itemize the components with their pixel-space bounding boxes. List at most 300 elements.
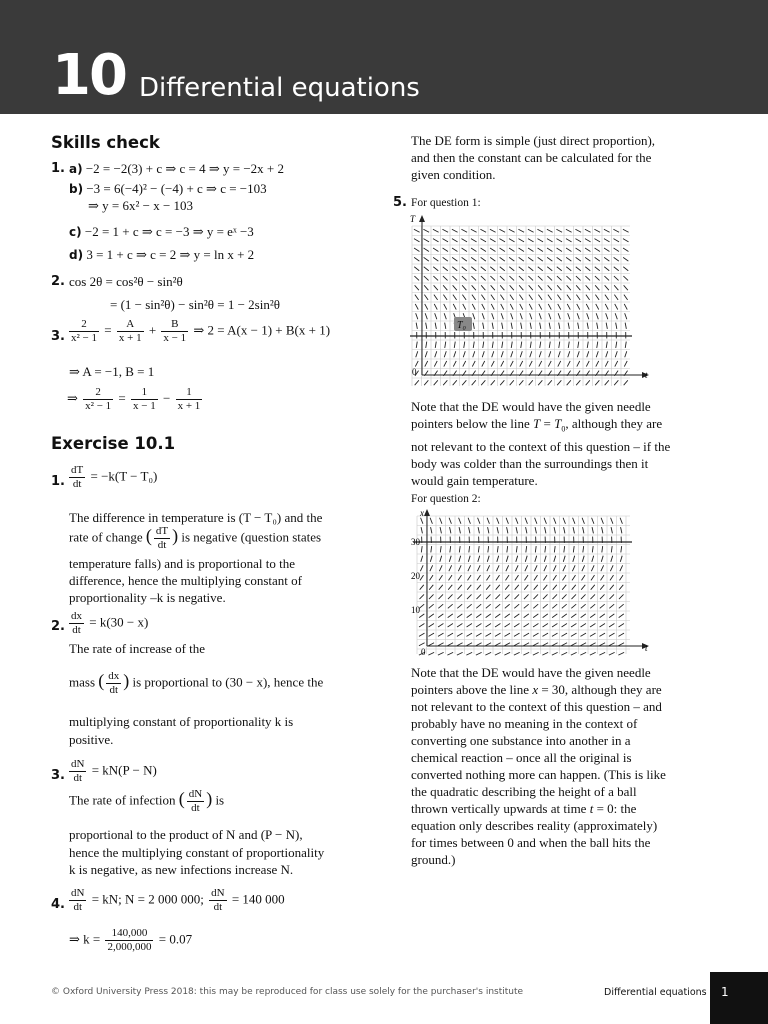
needle xyxy=(585,257,590,261)
text-line: body was colder than the surroundings then it xyxy=(411,455,649,471)
needle xyxy=(592,527,593,533)
needle xyxy=(429,623,434,627)
needle xyxy=(480,229,486,232)
needle xyxy=(543,594,548,599)
needle xyxy=(509,267,514,271)
needle xyxy=(566,276,571,280)
needle xyxy=(552,652,558,655)
needle xyxy=(471,276,476,280)
needle xyxy=(506,556,508,562)
needle xyxy=(625,342,626,348)
q-number: 3. xyxy=(51,768,65,783)
needle xyxy=(606,323,607,329)
needle xyxy=(415,361,418,367)
needle xyxy=(521,342,522,348)
needle xyxy=(533,614,538,618)
needle xyxy=(526,527,527,533)
needle xyxy=(590,604,595,608)
needle xyxy=(496,565,499,571)
needle xyxy=(591,585,595,590)
needle xyxy=(554,518,556,524)
needle xyxy=(524,585,528,590)
needle xyxy=(457,614,462,618)
needle xyxy=(490,276,495,280)
needle xyxy=(448,604,453,608)
needle xyxy=(618,643,624,646)
needle xyxy=(543,604,548,608)
needle xyxy=(561,633,567,636)
needle xyxy=(542,643,548,646)
needle xyxy=(416,313,418,319)
text-line: k is negative, as new infections increase N. xyxy=(69,862,294,877)
needle xyxy=(504,633,510,636)
page-number: 1 xyxy=(721,985,729,999)
chapter-title: Differential equations xyxy=(139,73,420,103)
needle xyxy=(606,342,607,348)
needle xyxy=(562,594,567,599)
needle xyxy=(457,623,462,627)
needle xyxy=(486,575,490,580)
needle xyxy=(510,285,514,290)
q-number: 2. xyxy=(51,619,65,634)
needle xyxy=(538,285,542,290)
needle xyxy=(590,594,595,599)
needle xyxy=(609,594,614,599)
fraction: $\frac{B}{x - 1}$ xyxy=(163,318,187,344)
needle xyxy=(439,575,443,580)
needle xyxy=(472,361,475,367)
needle xyxy=(453,304,456,310)
needle xyxy=(478,527,479,533)
needle xyxy=(477,565,480,571)
needle xyxy=(575,229,581,232)
needle xyxy=(467,604,472,608)
needle xyxy=(520,351,522,357)
needle xyxy=(473,313,475,319)
needle xyxy=(614,276,619,280)
grid xyxy=(417,516,630,654)
answer-line: $\frac{dT}{dt}$ = −k(T − T₀) xyxy=(71,464,158,490)
needle xyxy=(483,323,484,329)
needle xyxy=(554,527,555,533)
needle xyxy=(559,323,560,329)
needle xyxy=(556,239,562,242)
needle xyxy=(623,267,628,271)
needle xyxy=(575,239,581,242)
needle xyxy=(500,257,505,261)
needle xyxy=(416,342,417,348)
needle xyxy=(450,527,451,533)
needle xyxy=(428,633,434,636)
needle xyxy=(481,295,485,300)
needle xyxy=(571,623,576,627)
needle xyxy=(571,604,576,608)
needle xyxy=(424,267,429,271)
text-line: equation only describes reality (approximately) xyxy=(411,818,658,833)
needle xyxy=(538,380,542,385)
needle xyxy=(595,257,600,261)
needle xyxy=(576,248,581,251)
needle xyxy=(485,643,491,646)
needle xyxy=(526,546,527,552)
needle xyxy=(476,652,482,655)
needle xyxy=(611,556,613,562)
needle xyxy=(567,380,571,385)
needle xyxy=(549,351,551,357)
needle xyxy=(482,304,485,310)
needle xyxy=(466,643,472,646)
needle xyxy=(559,342,560,348)
needle xyxy=(430,565,433,571)
answer-line: $\frac{dx}{dt}$ = k(30 − x) xyxy=(71,610,149,636)
needle xyxy=(554,556,556,562)
needle xyxy=(439,585,443,590)
needle xyxy=(590,614,595,618)
x-axis-label: t xyxy=(645,370,648,380)
needle xyxy=(467,594,472,599)
needle xyxy=(468,518,470,524)
needle xyxy=(509,276,514,280)
needle xyxy=(462,380,466,385)
fraction: $\frac{A}{x + 1}$ xyxy=(118,318,142,344)
needle xyxy=(538,276,543,280)
needle xyxy=(597,323,598,329)
needle xyxy=(480,239,486,242)
needle xyxy=(601,565,604,571)
needle xyxy=(497,527,498,533)
needle xyxy=(453,380,457,385)
fraction: $\frac{dx}{dt}$ xyxy=(108,670,120,696)
needle xyxy=(519,248,524,251)
needle xyxy=(591,565,594,571)
needle xyxy=(443,295,447,300)
needle xyxy=(585,239,591,242)
needle xyxy=(586,285,590,290)
needle xyxy=(482,361,485,367)
needle xyxy=(477,575,481,580)
needle xyxy=(577,313,579,319)
needle xyxy=(435,323,436,329)
needle xyxy=(466,652,472,655)
needle xyxy=(481,285,485,290)
needle xyxy=(528,257,533,261)
fraction: $\frac{dT}{dt}$ xyxy=(71,464,84,490)
needle xyxy=(544,556,546,562)
needle xyxy=(538,248,543,251)
needle xyxy=(429,614,434,618)
slope-field-figure-2 xyxy=(408,506,658,658)
needle xyxy=(566,239,572,242)
needle xyxy=(473,351,475,357)
needle xyxy=(497,556,499,562)
needle xyxy=(615,361,618,367)
needle xyxy=(454,342,455,348)
needle xyxy=(434,380,438,385)
needle xyxy=(621,527,622,533)
needle xyxy=(611,527,612,533)
text-line: for times between 0 and when the ball hits the xyxy=(411,835,651,850)
needle xyxy=(495,604,500,608)
needle xyxy=(476,643,482,646)
needle-pointers xyxy=(414,229,629,385)
needle xyxy=(426,323,427,329)
needle xyxy=(595,380,599,385)
needle xyxy=(459,518,461,524)
needle xyxy=(505,594,510,599)
needle xyxy=(619,604,624,608)
needle xyxy=(549,313,551,319)
needle xyxy=(566,229,572,232)
needle xyxy=(611,546,612,552)
needle xyxy=(434,295,438,300)
needle xyxy=(515,575,519,580)
needle xyxy=(609,643,615,646)
needle xyxy=(492,323,493,329)
needle xyxy=(605,304,608,310)
needle xyxy=(485,652,491,655)
needle xyxy=(528,248,533,251)
needle xyxy=(600,585,604,590)
needle xyxy=(564,546,565,552)
needle xyxy=(582,518,584,524)
needle xyxy=(501,351,503,357)
needle xyxy=(428,643,434,646)
needle xyxy=(468,556,470,562)
origin-label: 0 xyxy=(421,647,426,657)
needle xyxy=(549,342,550,348)
needle xyxy=(538,257,543,261)
needle xyxy=(424,276,429,280)
needle xyxy=(547,239,553,242)
needle xyxy=(481,257,486,261)
needle xyxy=(414,229,420,232)
text-line: The DE form is simple (just direct proportion), xyxy=(411,133,656,148)
needle xyxy=(461,229,467,232)
needle xyxy=(419,633,425,636)
needle xyxy=(471,239,477,242)
needle xyxy=(505,604,510,608)
needle xyxy=(566,248,571,251)
needle xyxy=(444,313,446,319)
needle xyxy=(573,527,574,533)
exercise-heading: Exercise 10.1 xyxy=(51,434,176,453)
needle xyxy=(595,276,600,280)
needle xyxy=(431,546,432,552)
needle xyxy=(447,643,453,646)
needle xyxy=(566,257,571,261)
needle xyxy=(547,248,552,251)
needle xyxy=(601,518,603,524)
needle xyxy=(600,623,605,627)
needle xyxy=(439,565,442,571)
needle xyxy=(488,527,489,533)
needle xyxy=(490,267,495,271)
answer-line: d) 3 = 1 + c ⇒ c = 2 ⇒ y = ln x + 2 xyxy=(69,247,255,262)
needle xyxy=(619,575,623,580)
tick-label: 20 xyxy=(411,571,420,581)
needle xyxy=(537,239,543,242)
needle xyxy=(540,342,541,348)
needle xyxy=(429,594,434,599)
needle xyxy=(592,556,594,562)
needle xyxy=(442,229,448,232)
needle xyxy=(453,285,457,290)
needle xyxy=(558,351,560,357)
needle xyxy=(580,633,586,636)
text-line: probably have no meaning in the context of xyxy=(411,716,638,731)
needle xyxy=(558,361,561,367)
needle xyxy=(586,304,589,310)
needle xyxy=(552,633,558,636)
needle xyxy=(425,304,428,310)
answer-line: $\frac{dN}{dt}$ = kN; N = 2 000 000; $\frac{dN}{dt}$ = 140 000 xyxy=(71,887,285,913)
needle xyxy=(573,556,575,562)
needle xyxy=(613,239,619,242)
needle xyxy=(491,304,494,310)
needle xyxy=(507,546,508,552)
needle xyxy=(571,633,577,636)
needle xyxy=(481,267,486,271)
needle xyxy=(424,248,429,251)
needle xyxy=(561,652,567,655)
needle xyxy=(457,633,463,636)
text-line: the quadratic describing the height of a ball xyxy=(411,784,637,799)
text-line: proportional to the product of N and (P − N), xyxy=(69,827,303,842)
needle xyxy=(545,527,546,533)
needle xyxy=(534,565,537,571)
needle xyxy=(623,239,629,242)
needle xyxy=(609,614,614,618)
needle xyxy=(478,556,480,562)
needle xyxy=(604,276,609,280)
needle xyxy=(449,556,451,562)
needle xyxy=(591,575,595,580)
needle xyxy=(547,276,552,280)
needle xyxy=(433,267,438,271)
needle xyxy=(453,361,456,367)
needle xyxy=(511,323,512,329)
needle xyxy=(433,276,438,280)
needle xyxy=(614,257,619,261)
needle xyxy=(523,652,529,655)
needle xyxy=(528,239,534,242)
needle xyxy=(544,565,547,571)
needle xyxy=(582,556,584,562)
needle xyxy=(535,518,537,524)
needle xyxy=(590,643,596,646)
needle xyxy=(434,304,437,310)
needle xyxy=(620,518,622,524)
needle xyxy=(491,380,495,385)
needle xyxy=(504,643,510,646)
needle xyxy=(577,351,579,357)
needle xyxy=(520,313,522,319)
needle xyxy=(463,304,466,310)
fraction: $\frac{dT}{dt}$ xyxy=(155,525,169,551)
needle xyxy=(595,248,600,251)
needle xyxy=(596,361,599,367)
needle xyxy=(457,604,462,608)
needle xyxy=(599,633,605,636)
needle xyxy=(519,380,523,385)
needle xyxy=(616,342,617,348)
page-number-box xyxy=(710,972,768,1024)
needle xyxy=(610,585,614,590)
needle xyxy=(426,342,427,348)
needle xyxy=(495,594,500,599)
needle xyxy=(476,604,481,608)
needle xyxy=(481,248,486,251)
text-line: not relevant to the context of this question – and xyxy=(411,699,662,714)
needle xyxy=(590,633,596,636)
needle xyxy=(524,614,529,618)
needle xyxy=(581,594,586,599)
needle xyxy=(596,351,598,357)
fraction: $\frac{2}{\text{x² − 1}}$ xyxy=(85,386,112,412)
answer-line: ⇒ A = −1, B = 1 xyxy=(69,364,155,379)
needle xyxy=(587,323,588,329)
needle xyxy=(514,594,519,599)
needle xyxy=(529,285,533,290)
tick-label: 30 xyxy=(411,537,420,547)
text-line: thrown vertically upwards at time t = 0: the xyxy=(411,801,637,816)
needle xyxy=(599,643,605,646)
footer-title: Differential equations xyxy=(604,987,707,998)
needle xyxy=(585,229,591,232)
needle xyxy=(614,248,619,251)
text-line: difference, hence the multiplying constant of xyxy=(69,573,302,588)
text-line: chemical reaction – once all the original is xyxy=(411,750,632,765)
needle xyxy=(440,556,442,562)
needle xyxy=(567,304,570,310)
note-2 xyxy=(411,664,731,868)
needle xyxy=(501,313,503,319)
needle xyxy=(495,643,501,646)
needle xyxy=(462,295,466,300)
needle xyxy=(604,239,610,242)
needle xyxy=(552,594,557,599)
needle xyxy=(442,239,448,242)
needle xyxy=(540,323,541,329)
needle xyxy=(415,380,419,385)
chapter-banner xyxy=(0,0,768,114)
needle xyxy=(433,229,439,232)
needle xyxy=(448,575,452,580)
needle xyxy=(500,285,504,290)
needle xyxy=(557,276,562,280)
needle xyxy=(433,257,438,261)
needle xyxy=(585,267,590,271)
needle xyxy=(504,652,510,655)
needle xyxy=(605,295,609,300)
needle xyxy=(562,614,567,618)
needle xyxy=(499,229,505,232)
needle xyxy=(525,518,527,524)
needle xyxy=(419,594,424,599)
note-1 xyxy=(411,398,731,489)
needle xyxy=(613,229,619,232)
needle xyxy=(499,239,505,242)
needle xyxy=(420,585,424,590)
needle xyxy=(519,276,524,280)
needle xyxy=(621,546,622,552)
needle xyxy=(615,304,618,310)
needle xyxy=(501,304,504,310)
needle xyxy=(533,633,539,636)
needle xyxy=(581,585,585,590)
needle xyxy=(466,633,472,636)
origin-label: 0 xyxy=(412,367,417,377)
